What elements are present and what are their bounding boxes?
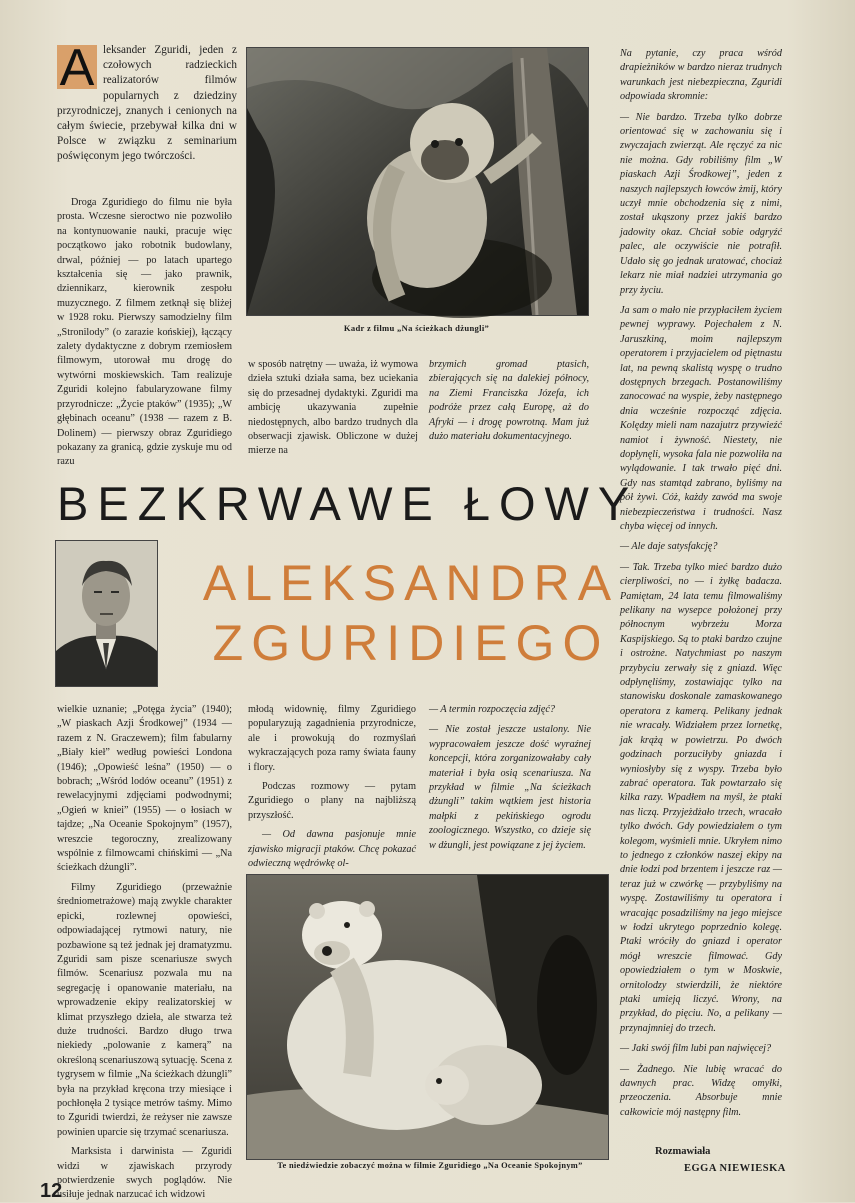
- intro-paragraph: [57, 39, 237, 165]
- paragraph: — Ale daje satysfakcję?: [620, 541, 718, 553]
- paragraph: w sposób natrętny — uważa, iż wymowa dzieła sztuki działa sama, bez uciekania się do przesadnej dydaktyki. Zguridi ma ambicję ukazywania zupełnie niedostępnych, albo bardzo trudnych dla obserwacji zjawisk. Obliczone w dużej mierze na: [248, 359, 418, 457]
- article-column-3-top: [429, 358, 589, 476]
- page-number: 12: [40, 1180, 63, 1202]
- paragraph: brzymich gromad ptasich, zbierających się na dalekiej północy, na Ziemi Franciszka Józefa, ich podróże przez całą Europę, aż do Afryki — i drogę powrotną. Mam już dużo materiału dokumentacyjnego.: [429, 359, 589, 443]
- article-column-2-bottom: [248, 703, 416, 868]
- paragraph: młodą widownię, filmy Zguridiego popularyzują zagadnienia przyrodnicze, ale i prowokują do rozmyślań wykraczających poza ramy świata fauny i flory.: [248, 704, 416, 773]
- paragraph: Droga Zguridiego do filmu nie była prosta. Wczesne sieroctwo nie pozwoliło na kontynuowanie nauki, pracuje więc początkowo jako robotnik budowlany, drwal, później — po latach upartego kształcenia się — jako prawnik, dziennikarz, kierownik zespołu muzycznego. Z filmem zetknął się bliżej w 1928 roku. Pierwszy samodzielny film „Stronilody” (o zarazie końskiej), łączący zalety dydaktyczne z dobrym rzemiosłem filmowym, utorował mu drogę do wytwórni moskiewskich. Tam realizuje Zguridi kolejno fabularyzowane filmy przyrodnicze: „Życie ptaków” (1935); „W głębinach oceanu” (1938 — razem z B. Dolinem) — pierwszy obraz Zguridiego pokazany za granicą, gdzie zyskuje mu od razu: [57, 197, 232, 468]
- drop-cap: A: [57, 45, 97, 89]
- article-column-1: [57, 196, 232, 468]
- bears-photo: [246, 874, 609, 1160]
- paragraph: — Jaki swój film lubi pan najwięcej?: [620, 1043, 772, 1055]
- paragraph: Ja sam o mało nie przypłaciłem życiem pewnej wyprawy. Pojechałem z N. Jaruszkiną, moim najlepszym operatorem i przyjacielem od piętnastu lat, na pewną skalistą wyspę o trudno dostępnych brzegach. Postanowiliśmy zanocować na wyspie, żeby następnego dnia wcześnie rozpocząć zdjęcia. Kolędzy mieli nam nazajutrz przywieźć namiot i żywność. Niestety, nie dopłynęli, wysoka fala nie pozwoliła na wylądowanie. I tak trwało pięć dni. Gdy nas stamtąd zabrano, byliśmy na pół żywi. Cóż, każdy zawód ma swoje niebezpieczeństwa i trudności. Nasz chyba więcej od innych.: [620, 304, 782, 532]
- bears-photo-image: [247, 875, 608, 1159]
- signature-label: Rozmawiała: [655, 1146, 711, 1157]
- article-column-2-top: [248, 358, 418, 476]
- portrait-photo: [55, 540, 158, 687]
- paragraph: — Od dawna pasjonuje mnie zjawisko migracji ptaków. Chcę pokazać odwieczną wędrówkę ol-: [248, 829, 416, 870]
- article-column-3-bottom: [429, 703, 591, 868]
- headline-line-1: BEZKRWAWE ŁOWY: [57, 477, 639, 530]
- top-photo-caption: Kadr z filmu „Na ścieżkach dżungli”: [343, 323, 490, 333]
- signature-name: EGGA NIEWIESKA: [684, 1163, 786, 1174]
- paragraph: Podczas rozmowy — pytam Zguridiego o plany na najbliższą przyszłość.: [248, 781, 416, 821]
- paragraph: wielkie uznanie; „Potęga życia” (1940); „W piaskach Azji Środkowej” (1934 — razem z N. Graczewem); film fabularny „Biały kieł” według powieści Londona (1946); „Opowieść leśna” (1950) — o bobrach; „Wśród lodów oceanu” (1951) z rewelacyjnymi zdjęciami podwodnymi; „Ogień w kniei” (1955) — o łosiach w tajdze; „Na Oceanie Spokojnym” (1957), wreszcie tegoroczny, zrealizowany wspólnie z filmowcami chińskimi — „Na ścieżkach dżungli”.: [57, 704, 232, 874]
- paragraph: — Nie został jeszcze ustalony. Nie wypracowałem jeszcze dość wyraźnej koncepcji, która zorganizowałaby cały materiał i była osią scenariusza. Na przykład w filmie „Na ścieżkach dżungli” takim wątkiem jest historia małpki z pekińskiego ogrodu zoologicznego. Wszystko, co dzieje się w dżungli, jest powiązane z jej życiem.: [429, 724, 591, 851]
- paragraph: — A termin rozpoczęcia zdjęć?: [429, 704, 556, 715]
- paragraph: — Tak. Trzeba tylko mieć bardzo dużo cierpliwości, no — i żyłkę badacza. Pamiętam, 24 lata temu filmowaliśmy pelikany na wysepce położonej przy północnym wybrzeżu Morza Kaspijskiego. Są to ptaki bardzo czujne i ostrożne. Natychmiast po naszym przybyciu zerwały się z gniazd. Więc odpłynęliśmy, zostawiając tylko na stanowisku doskonale zamaskowanego operatora z kamerą. Pelikany jednak nie wracały. Widziałem przez lornetkę, jak krążą w powietrzu. Po dwóch godzinach porzuciłyby gniazda i wyniosłyby się z wyspy. Trzeba było zabrać operatora. Tak powtarzało się kilka razy. Wpadłem na myśl, że ptaki nas liczą. Przyjeżdżało trzech, wracało tylko dwóch. Gdy powiedziałem o tym kolegom, wyśmieli mnie. Ukryłem nimo to jednego z członków naszej ekipy na dnie łodzi pod brzentem i jeszcze raz — teraz już w czwórkę — przybyliśmy na wyspę. Zostawiliśmy tu operatora i wracając posadziliśmy na jego miejsce w łodzi ukrytego poprzednio kolegę. Ptaki wróciły do gniazd i operator mógł wreszcie filmować. Gdy opowiedziałem o tym w Moskwie, ornitolodzy stwierdzili, że niektóre ptaki umieją liczyć. Wrony, na przykład, do pięciu. No, a pelikany — przynajmniej do trzech.: [620, 561, 782, 1034]
- paragraph: Marksista i darwinista — Zguridi widzi w zjawiskach przyrody potwierdzenie swych poglądów. Nie usiłuje jednak narzucać ich widzowi: [57, 1146, 232, 1201]
- paragraph: Filmy Zguridiego (przeważnie średniometrażowe) mają zwykle charakter epicki, rozlewnej opowieści, odpowiadającej rytmowi natury, nie pozbawione są też jednak jej dramatyzmu. Zguridi sam pisze scenariusze swych filmów. Scenariusz pozwala mu na segregację i opanowanie materiału, na wprowadzenie ekipy realizatorskiej w klimat przyszłego dzieła, ale stwarza też duże trudności. Bardzo długo trwa niekiedy „polowanie z kamerą” na określoną scenariuszową sytuację. Scena z tygrysem w filmie „Na ścieżkach dżungli” była na przykład kręcona trzy miesiące i pochłonęła 2 tysiące metrów taśmy. Mimo to Zguridi twierdzi, że reżyser nie zawsze powinien uparcie się trzymać scenariusza.: [57, 881, 232, 1138]
- intro-text: leksander Zguridi, jeden z czołowych radzieckich realizatorów filmów popularnych z dziedziny przyrodniczej, znanych i cenionych na całym świecie, przebywał kilka dni w Polsce w związku z seminarium poświęconym jego twórczości.: [57, 44, 237, 163]
- monkey-photo-image: [247, 48, 588, 315]
- interview-column: [620, 47, 782, 1137]
- headline-line-2: ALEKSANDRA ZGURIDIEGO: [202, 555, 620, 671]
- bottom-photo-caption: Te niedźwiedzie zobaczyć można w filmie Zguridiego „Na Oceanie Spokojnym”: [277, 1161, 583, 1170]
- paragraph: — Żadnego. Nie lubię wracać do dawnych prac. Widzę omyłki, przeoczenia. Absorbuje mnie całkowicie mój następny film.: [620, 1063, 782, 1118]
- monkey-photo: [246, 47, 589, 316]
- paragraph: — Nie bardzo. Trzeba tylko dobrze orientować się w zachowaniu się i zwyczajach zwierząt. Ale ręczyć za nic nie można. Gdy robiliśmy film „W piaskach Azji Środkowej”, jeden z naszych najlepszych łowców żmij, który uczył mnie obchodzenia się z nimi, został ukąszony przez jakiś bardzo jadowity okaz. Chciał sobie odgryźć palec, ale oczywiście nie potrafił. Udało się go jednak uratować, chociaż lekarz nie miał nadziei utrzymania go przy życiu.: [620, 111, 782, 296]
- paragraph: Na pytanie, czy praca wśród drapieżników w bardzo nieraz trudnych warunkach jest niebezpieczna, Zguridi odpowiada skromnie:: [620, 48, 782, 103]
- article-column-1-bottom: [57, 703, 232, 1201]
- portrait-photo-image: [56, 541, 157, 686]
